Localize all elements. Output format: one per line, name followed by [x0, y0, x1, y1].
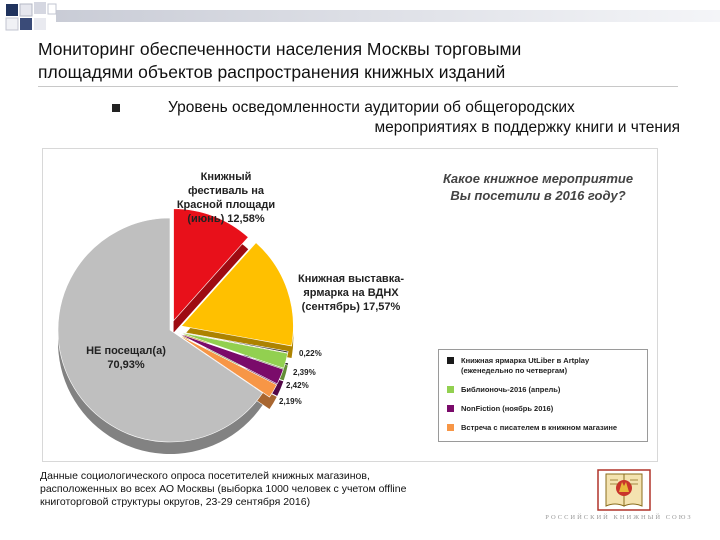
source-note — [40, 470, 510, 509]
legend-swatch-nonfiction — [447, 405, 454, 412]
data-label-festival — [160, 170, 292, 226]
data-label-festival-line4: (июнь) 12,58% — [187, 213, 265, 225]
legend-swatch-writer-meeting — [447, 424, 454, 431]
data-label-biblionoch: 2,39% — [293, 368, 316, 377]
brand-text: РОССИЙСКИЙ КНИЖНЫЙ СОЮЗ — [545, 514, 693, 521]
chart-title — [413, 170, 663, 204]
data-label-not-visited-line1: НЕ посещал(а) — [86, 345, 166, 357]
data-label-not-visited — [66, 344, 186, 372]
legend-item-writer-meeting — [445, 423, 641, 433]
chart-legend — [438, 349, 648, 442]
chart-title-line2: Вы посетили в 2016 году? — [450, 188, 626, 203]
legend-label-utliber-line2: (еженедельно по четвергам) — [461, 366, 568, 375]
data-label-writer-meeting: 2,19% — [279, 397, 302, 406]
legend-swatch-utliber — [447, 357, 454, 364]
data-label-vdnh-line1: Книжная выставка- — [298, 273, 404, 285]
source-note-line1: Данные социологического опроса посетителей книжных магазинов, — [40, 470, 370, 482]
data-label-festival-line1: Книжный — [200, 171, 252, 183]
data-label-vdnh-line2: ярмарка на ВДНХ — [303, 287, 399, 299]
legend-label-biblionoch: Библионочь-2016 (апрель) — [461, 385, 561, 394]
page-title-line2: площадями объектов распространения книжных изданий — [38, 62, 506, 82]
legend-swatch-biblionoch — [447, 386, 454, 393]
source-note-line2: расположенных во всех АО Москвы (выборка 1000 человек с учетом offline — [40, 483, 407, 495]
data-label-vdnh-line3: (сентябрь) 17,57% — [301, 301, 401, 313]
legend-label-nonfiction: NonFiction (ноябрь 2016) — [461, 404, 554, 413]
data-label-festival-line2: фестиваль на — [187, 185, 265, 197]
data-label-not-visited-line2: 70,93% — [107, 359, 145, 371]
subtitle-line1: Уровень осведомленности аудитории об общегородских — [168, 99, 575, 116]
data-label-utliber: 0,22% — [299, 349, 322, 358]
book-union-emblem-icon — [596, 468, 652, 512]
chart-title-line1: Какое книжное мероприятие — [442, 171, 634, 186]
legend-label-writer-meeting: Встреча с писателем в книжном магазине — [461, 423, 618, 432]
data-label-festival-line3: Красной площади — [176, 199, 276, 211]
data-label-vdnh — [286, 272, 416, 314]
source-note-line3: книготорговой структуры округов, 23-29 сентября 2016) — [40, 496, 311, 508]
legend-item-utliber — [445, 356, 641, 376]
subtitle-line2: мероприятиях в поддержку книги и чтения — [374, 119, 680, 136]
legend-item-nonfiction — [445, 404, 641, 414]
legend-item-biblionoch — [445, 385, 641, 395]
data-label-nonfiction: 2,42% — [286, 381, 309, 390]
page-title-line1: Мониторинг обеспеченности населения Москвы торговыми — [38, 39, 522, 59]
legend-label-utliber-line1: Книжная ярмарка UtLiber в Artplay — [461, 356, 590, 365]
